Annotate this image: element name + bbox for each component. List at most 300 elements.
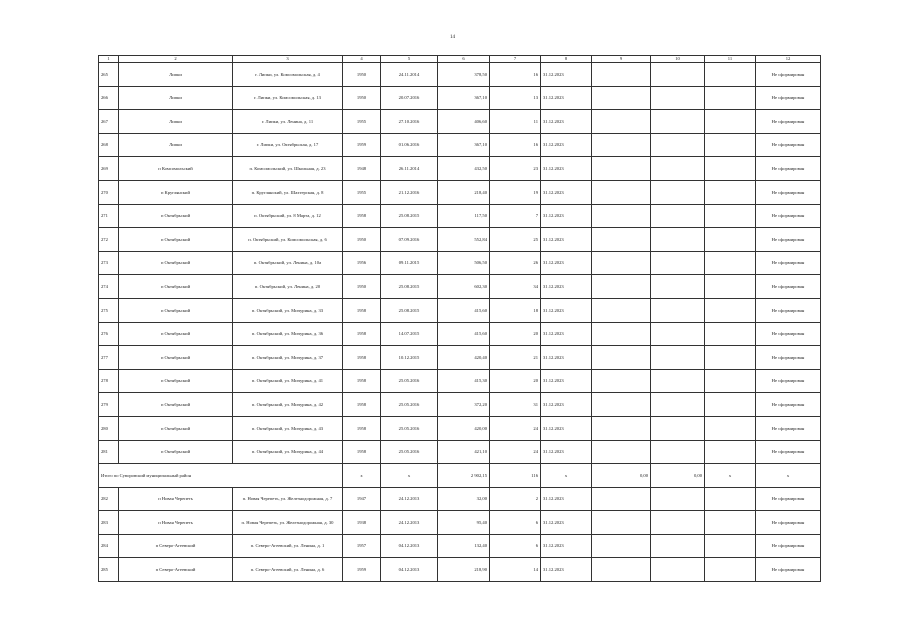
empty-cell xyxy=(651,228,705,252)
table-row xyxy=(99,322,821,346)
status-cell: Не сформирован xyxy=(756,440,821,464)
column-number-row xyxy=(99,56,821,63)
build-year-cell: 1957 xyxy=(343,534,381,558)
deadline-cell: 31.12.2023 xyxy=(541,440,592,464)
empty-cell xyxy=(651,86,705,110)
residents-cell: 2 xyxy=(490,487,541,511)
row-number: 270 xyxy=(99,180,119,204)
empty-cell xyxy=(705,228,756,252)
status-cell: Не сформирован xyxy=(756,346,821,370)
row-number: 279 xyxy=(99,393,119,417)
residents-cell: 6 xyxy=(490,534,541,558)
emergency-date-cell: 25.08.2015 xyxy=(381,298,438,322)
emergency-date-cell: 24.12.2013 xyxy=(381,487,438,511)
col-num: 9 xyxy=(592,56,651,63)
deadline-cell: 31.12.2023 xyxy=(541,63,592,87)
col-num: 12 xyxy=(756,56,821,63)
address-cell: г. Липки, ул. Комсомольская, д. 4 xyxy=(233,63,343,87)
locality-cell: п Октябрьский xyxy=(119,322,233,346)
build-year-cell: 1947 xyxy=(343,487,381,511)
deadline-cell: 31.12.2023 xyxy=(541,133,592,157)
status-cell: Не сформирован xyxy=(756,251,821,275)
status-cell: Не сформирован xyxy=(756,322,821,346)
build-year-cell: 1958 xyxy=(343,440,381,464)
status-cell: Не сформирован xyxy=(756,534,821,558)
deadline-cell: 31.12.2023 xyxy=(541,369,592,393)
row-number: 271 xyxy=(99,204,119,228)
table-row xyxy=(99,204,821,228)
empty-cell xyxy=(592,298,651,322)
locality-cell: п Октябрьский xyxy=(119,298,233,322)
table-row xyxy=(99,180,821,204)
status-cell: Не сформирован xyxy=(756,558,821,582)
emergency-date-cell: 07.09.2016 xyxy=(381,228,438,252)
build-year-cell: 1950 xyxy=(343,63,381,87)
col-num: 10 xyxy=(651,56,705,63)
build-year-cell: 1958 xyxy=(343,298,381,322)
housing-register-table xyxy=(98,55,821,582)
address-cell: п. Октябрьский, ул. Ленина, д. 10а xyxy=(233,251,343,275)
table-row xyxy=(99,534,821,558)
status-cell: Не сформирован xyxy=(756,275,821,299)
area-cell: 218,90 xyxy=(438,558,490,582)
deadline-cell: 31.12.2023 xyxy=(541,346,592,370)
total-cell: 0,00 xyxy=(651,464,705,488)
empty-cell xyxy=(705,110,756,134)
emergency-date-cell: 25.05.2016 xyxy=(381,440,438,464)
col-num: 7 xyxy=(490,56,541,63)
deadline-cell: 31.12.2023 xyxy=(541,180,592,204)
deadline-cell: 31.12.2023 xyxy=(541,251,592,275)
residents-cell: 34 xyxy=(490,275,541,299)
address-cell: п. Октябрьский, ул. Мичурина, д. 43 xyxy=(233,416,343,440)
area-cell: 552,84 xyxy=(438,228,490,252)
row-number: 277 xyxy=(99,346,119,370)
status-cell: Не сформирован xyxy=(756,133,821,157)
locality-cell: п Комсомольский xyxy=(119,157,233,181)
total-cell: 2 902,15 xyxy=(438,464,490,488)
empty-cell xyxy=(705,86,756,110)
row-number: 273 xyxy=(99,251,119,275)
empty-cell xyxy=(651,487,705,511)
emergency-date-cell: 25.08.2015 xyxy=(381,204,438,228)
build-year-cell: 1958 xyxy=(343,393,381,417)
locality-cell: п Октябрьский xyxy=(119,369,233,393)
empty-cell xyxy=(651,511,705,535)
page-number: 14 xyxy=(450,35,455,40)
empty-cell xyxy=(705,251,756,275)
col-num: 2 xyxy=(119,56,233,63)
area-cell: 117,50 xyxy=(438,204,490,228)
empty-cell xyxy=(705,440,756,464)
status-cell: Не сформирован xyxy=(756,63,821,87)
residents-cell: 14 xyxy=(490,558,541,582)
address-cell: п. Октябрьский, ул. Мичурина, д. 37 xyxy=(233,346,343,370)
area-cell: 415,30 xyxy=(438,369,490,393)
build-year-cell: 1958 xyxy=(343,346,381,370)
table-row xyxy=(99,110,821,134)
row-number: 285 xyxy=(99,558,119,582)
empty-cell xyxy=(592,133,651,157)
area-cell: 367,10 xyxy=(438,133,490,157)
empty-cell xyxy=(651,63,705,87)
area-cell: 378,50 xyxy=(438,63,490,87)
address-cell: п. Октябрьский, ул. Мичурина, д. 44 xyxy=(233,440,343,464)
empty-cell xyxy=(592,322,651,346)
residents-cell: 25 xyxy=(490,228,541,252)
row-number: 278 xyxy=(99,369,119,393)
table-row xyxy=(99,346,821,370)
status-cell: Не сформирован xyxy=(756,157,821,181)
row-number: 284 xyxy=(99,534,119,558)
table-row xyxy=(99,440,821,464)
empty-cell xyxy=(705,393,756,417)
residents-cell: 11 xyxy=(490,110,541,134)
locality-cell: п Октябрьский xyxy=(119,204,233,228)
residents-cell: 20 xyxy=(490,322,541,346)
area-cell: 132,40 xyxy=(438,534,490,558)
address-cell: п. Круглянский, ул. Шахтерская, д. 8 xyxy=(233,180,343,204)
empty-cell xyxy=(651,558,705,582)
locality-cell: п Северо-Агеевский xyxy=(119,534,233,558)
build-year-cell: 1958 xyxy=(343,369,381,393)
empty-cell xyxy=(651,251,705,275)
empty-cell xyxy=(651,346,705,370)
residents-cell: 7 xyxy=(490,204,541,228)
total-cell: 0,00 xyxy=(592,464,651,488)
status-cell: Не сформирован xyxy=(756,416,821,440)
area-cell: 420,00 xyxy=(438,416,490,440)
empty-cell xyxy=(705,322,756,346)
build-year-cell: 1958 xyxy=(343,322,381,346)
address-cell: п. Октябрьский, ул. Ленина, д. 20 xyxy=(233,275,343,299)
col-num: 6 xyxy=(438,56,490,63)
total-cell: x xyxy=(705,464,756,488)
empty-cell xyxy=(705,298,756,322)
status-cell: Не сформирован xyxy=(756,180,821,204)
deadline-cell: 31.12.2023 xyxy=(541,487,592,511)
build-year-cell: 1938 xyxy=(343,511,381,535)
row-number: 266 xyxy=(99,86,119,110)
empty-cell xyxy=(592,110,651,134)
empty-cell xyxy=(705,346,756,370)
emergency-date-cell: 25.05.2016 xyxy=(381,393,438,417)
row-number: 274 xyxy=(99,275,119,299)
locality-cell: Липки xyxy=(119,110,233,134)
locality-cell: п Октябрьский xyxy=(119,275,233,299)
emergency-date-cell: 25.08.2015 xyxy=(381,275,438,299)
deadline-cell: 31.12.2023 xyxy=(541,298,592,322)
empty-cell xyxy=(592,157,651,181)
address-cell: п. Комсомольский, ул. Школьная, д. 23 xyxy=(233,157,343,181)
area-cell: 218,40 xyxy=(438,180,490,204)
deadline-cell: 31.12.2023 xyxy=(541,228,592,252)
locality-cell: п Октябрьский xyxy=(119,346,233,370)
build-year-cell: 1948 xyxy=(343,157,381,181)
locality-cell: Липки xyxy=(119,133,233,157)
total-cell: 116 xyxy=(490,464,541,488)
empty-cell xyxy=(705,487,756,511)
deadline-cell: 31.12.2023 xyxy=(541,416,592,440)
area-cell: 367,10 xyxy=(438,86,490,110)
empty-cell xyxy=(651,204,705,228)
empty-cell xyxy=(592,251,651,275)
address-cell: п. Октябрьский, ул. Мичурина, д. 36 xyxy=(233,322,343,346)
empty-cell xyxy=(592,180,651,204)
empty-cell xyxy=(592,393,651,417)
empty-cell xyxy=(651,157,705,181)
empty-cell xyxy=(592,369,651,393)
empty-cell xyxy=(651,440,705,464)
residents-cell: 16 xyxy=(490,63,541,87)
deadline-cell: 31.12.2023 xyxy=(541,204,592,228)
area-cell: 506,50 xyxy=(438,251,490,275)
address-cell: п. Новая Черепеть, ул. Железнодорожная, д. 7 xyxy=(233,487,343,511)
area-cell: 432,50 xyxy=(438,157,490,181)
residents-cell: 19 xyxy=(490,180,541,204)
deadline-cell: 31.12.2023 xyxy=(541,511,592,535)
total-cell: x xyxy=(343,464,381,488)
status-cell: Не сформирован xyxy=(756,298,821,322)
build-year-cell: 1956 xyxy=(343,251,381,275)
address-cell: п. Октябрьский, ул. Мичурина, д. 33 xyxy=(233,298,343,322)
deadline-cell: 31.12.2023 xyxy=(541,558,592,582)
address-cell: г. Липки, ул. Октябрьская, д. 17 xyxy=(233,133,343,157)
status-cell: Не сформирован xyxy=(756,110,821,134)
row-number: 272 xyxy=(99,228,119,252)
table-row xyxy=(99,157,821,181)
residents-cell: 13 xyxy=(490,86,541,110)
empty-cell xyxy=(592,558,651,582)
empty-cell xyxy=(651,110,705,134)
table-row xyxy=(99,393,821,417)
col-num: 4 xyxy=(343,56,381,63)
table-row xyxy=(99,275,821,299)
locality-cell: Липки xyxy=(119,63,233,87)
build-year-cell: 1950 xyxy=(343,228,381,252)
locality-cell: п Круглянский xyxy=(119,180,233,204)
empty-cell xyxy=(651,393,705,417)
empty-cell xyxy=(592,228,651,252)
empty-cell xyxy=(651,534,705,558)
status-cell: Не сформирован xyxy=(756,86,821,110)
build-year-cell: 1955 xyxy=(343,110,381,134)
col-num: 11 xyxy=(705,56,756,63)
locality-cell: п Северо-Агеевский xyxy=(119,558,233,582)
empty-cell xyxy=(705,416,756,440)
build-year-cell: 1958 xyxy=(343,204,381,228)
deadline-cell: 31.12.2023 xyxy=(541,393,592,417)
emergency-date-cell: 20.07.2016 xyxy=(381,86,438,110)
locality-cell: п Октябрьский xyxy=(119,393,233,417)
emergency-date-cell: 14.07.2015 xyxy=(381,322,438,346)
deadline-cell: 31.12.2023 xyxy=(541,86,592,110)
empty-cell xyxy=(651,180,705,204)
deadline-cell: 31.12.2023 xyxy=(541,275,592,299)
empty-cell xyxy=(705,133,756,157)
residents-cell: 6 xyxy=(490,511,541,535)
address-cell: п. Октябрьский, ул. Мичурина, д. 41 xyxy=(233,369,343,393)
empty-cell xyxy=(705,180,756,204)
empty-cell xyxy=(705,534,756,558)
emergency-date-cell: 01.06.2016 xyxy=(381,133,438,157)
build-year-cell: 1959 xyxy=(343,558,381,582)
empty-cell xyxy=(592,275,651,299)
table-row xyxy=(99,511,821,535)
emergency-date-cell: 26.11.2014 xyxy=(381,157,438,181)
area-cell: 415,60 xyxy=(438,322,490,346)
residents-cell: 24 xyxy=(490,440,541,464)
empty-cell xyxy=(592,534,651,558)
residents-cell: 18 xyxy=(490,298,541,322)
emergency-date-cell: 09.11.2015 xyxy=(381,251,438,275)
row-number: 280 xyxy=(99,416,119,440)
status-cell: Не сформирован xyxy=(756,511,821,535)
locality-cell: п Октябрьский xyxy=(119,440,233,464)
table-row xyxy=(99,63,821,87)
residents-cell: 26 xyxy=(490,251,541,275)
status-cell: Не сформирован xyxy=(756,393,821,417)
empty-cell xyxy=(651,416,705,440)
deadline-cell: 31.12.2023 xyxy=(541,322,592,346)
total-cell: x xyxy=(381,464,438,488)
build-year-cell: 1950 xyxy=(343,275,381,299)
empty-cell xyxy=(705,63,756,87)
address-cell: п. Октябрьский, ул. Комсомольская, д. 6 xyxy=(233,228,343,252)
total-row xyxy=(99,464,821,488)
locality-cell: п Октябрьский xyxy=(119,251,233,275)
status-cell: Не сформирован xyxy=(756,369,821,393)
area-cell: 415,60 xyxy=(438,298,490,322)
empty-cell xyxy=(592,86,651,110)
address-cell: п. Октябрьский, ул. Мичурина, д. 42 xyxy=(233,393,343,417)
total-cell: x xyxy=(756,464,821,488)
empty-cell xyxy=(592,416,651,440)
col-num: 5 xyxy=(381,56,438,63)
emergency-date-cell: 25.05.2016 xyxy=(381,416,438,440)
residents-cell: 23 xyxy=(490,157,541,181)
deadline-cell: 31.12.2023 xyxy=(541,157,592,181)
deadline-cell: 31.12.2023 xyxy=(541,110,592,134)
locality-cell: п Октябрьский xyxy=(119,416,233,440)
empty-cell xyxy=(592,440,651,464)
emergency-date-cell: 04.12.2013 xyxy=(381,558,438,582)
row-number: 282 xyxy=(99,487,119,511)
empty-cell xyxy=(651,369,705,393)
total-cell: x xyxy=(541,464,592,488)
table-row xyxy=(99,558,821,582)
emergency-date-cell: 04.12.2013 xyxy=(381,534,438,558)
empty-cell xyxy=(651,133,705,157)
table-row xyxy=(99,416,821,440)
table-row xyxy=(99,298,821,322)
empty-cell xyxy=(705,157,756,181)
table-row xyxy=(99,228,821,252)
residents-cell: 21 xyxy=(490,346,541,370)
row-number: 269 xyxy=(99,157,119,181)
residents-cell: 24 xyxy=(490,416,541,440)
area-cell: 421,10 xyxy=(438,440,490,464)
empty-cell xyxy=(705,275,756,299)
empty-cell xyxy=(592,487,651,511)
emergency-date-cell: 21.12.2016 xyxy=(381,180,438,204)
empty-cell xyxy=(592,204,651,228)
locality-cell: п Новая Черепеть xyxy=(119,511,233,535)
emergency-date-cell: 27.10.2016 xyxy=(381,110,438,134)
col-num: 8 xyxy=(541,56,592,63)
build-year-cell: 1955 xyxy=(343,180,381,204)
address-cell: г. Липки, ул. Ленина, д. 11 xyxy=(233,110,343,134)
area-cell: 32,00 xyxy=(438,487,490,511)
empty-cell xyxy=(705,511,756,535)
status-cell: Не сформирован xyxy=(756,487,821,511)
status-cell: Не сформирован xyxy=(756,228,821,252)
empty-cell xyxy=(705,558,756,582)
address-cell: п. Новая Черепеть, ул. Железнодорожная, д. 30 xyxy=(233,511,343,535)
table-row xyxy=(99,251,821,275)
build-year-cell: 1958 xyxy=(343,416,381,440)
row-number: 281 xyxy=(99,440,119,464)
col-num: 3 xyxy=(233,56,343,63)
address-cell: п. Октябрьский, ул. 8 Марта, д. 12 xyxy=(233,204,343,228)
address-cell: г. Липки, ул. Комсомольская, д. 13 xyxy=(233,86,343,110)
empty-cell xyxy=(592,511,651,535)
table-row xyxy=(99,369,821,393)
area-cell: 420,40 xyxy=(438,346,490,370)
table-row xyxy=(99,86,821,110)
emergency-date-cell: 24.11.2014 xyxy=(381,63,438,87)
table-body xyxy=(99,56,821,582)
emergency-date-cell: 24.12.2013 xyxy=(381,511,438,535)
row-number: 275 xyxy=(99,298,119,322)
empty-cell xyxy=(592,63,651,87)
build-year-cell: 1959 xyxy=(343,133,381,157)
deadline-cell: 31.12.2023 xyxy=(541,534,592,558)
table-row xyxy=(99,487,821,511)
address-cell: п. Северо-Агеевский, ул. Ленина, д. 1 xyxy=(233,534,343,558)
area-cell: 95,40 xyxy=(438,511,490,535)
emergency-date-cell: 25.05.2016 xyxy=(381,369,438,393)
col-num: 1 xyxy=(99,56,119,63)
empty-cell xyxy=(651,275,705,299)
row-number: 283 xyxy=(99,511,119,535)
status-cell: Не сформирован xyxy=(756,204,821,228)
row-number: 276 xyxy=(99,322,119,346)
row-number: 268 xyxy=(99,133,119,157)
empty-cell xyxy=(705,369,756,393)
locality-cell: Липки xyxy=(119,86,233,110)
build-year-cell: 1950 xyxy=(343,86,381,110)
empty-cell xyxy=(705,204,756,228)
residents-cell: 16 xyxy=(490,133,541,157)
empty-cell xyxy=(651,322,705,346)
area-cell: 602,30 xyxy=(438,275,490,299)
emergency-date-cell: 10.12.2015 xyxy=(381,346,438,370)
total-label: Итого по Суворовский муниципальный район xyxy=(99,464,343,488)
address-cell: п. Северо-Агеевский, ул. Ленина, д. 6 xyxy=(233,558,343,582)
empty-cell xyxy=(651,298,705,322)
residents-cell: 20 xyxy=(490,369,541,393)
locality-cell: п Новая Черепеть xyxy=(119,487,233,511)
locality-cell: п Октябрьский xyxy=(119,228,233,252)
row-number: 265 xyxy=(99,63,119,87)
area-cell: 372,20 xyxy=(438,393,490,417)
row-number: 267 xyxy=(99,110,119,134)
empty-cell xyxy=(592,346,651,370)
area-cell: 406,60 xyxy=(438,110,490,134)
residents-cell: 31 xyxy=(490,393,541,417)
table-row xyxy=(99,133,821,157)
